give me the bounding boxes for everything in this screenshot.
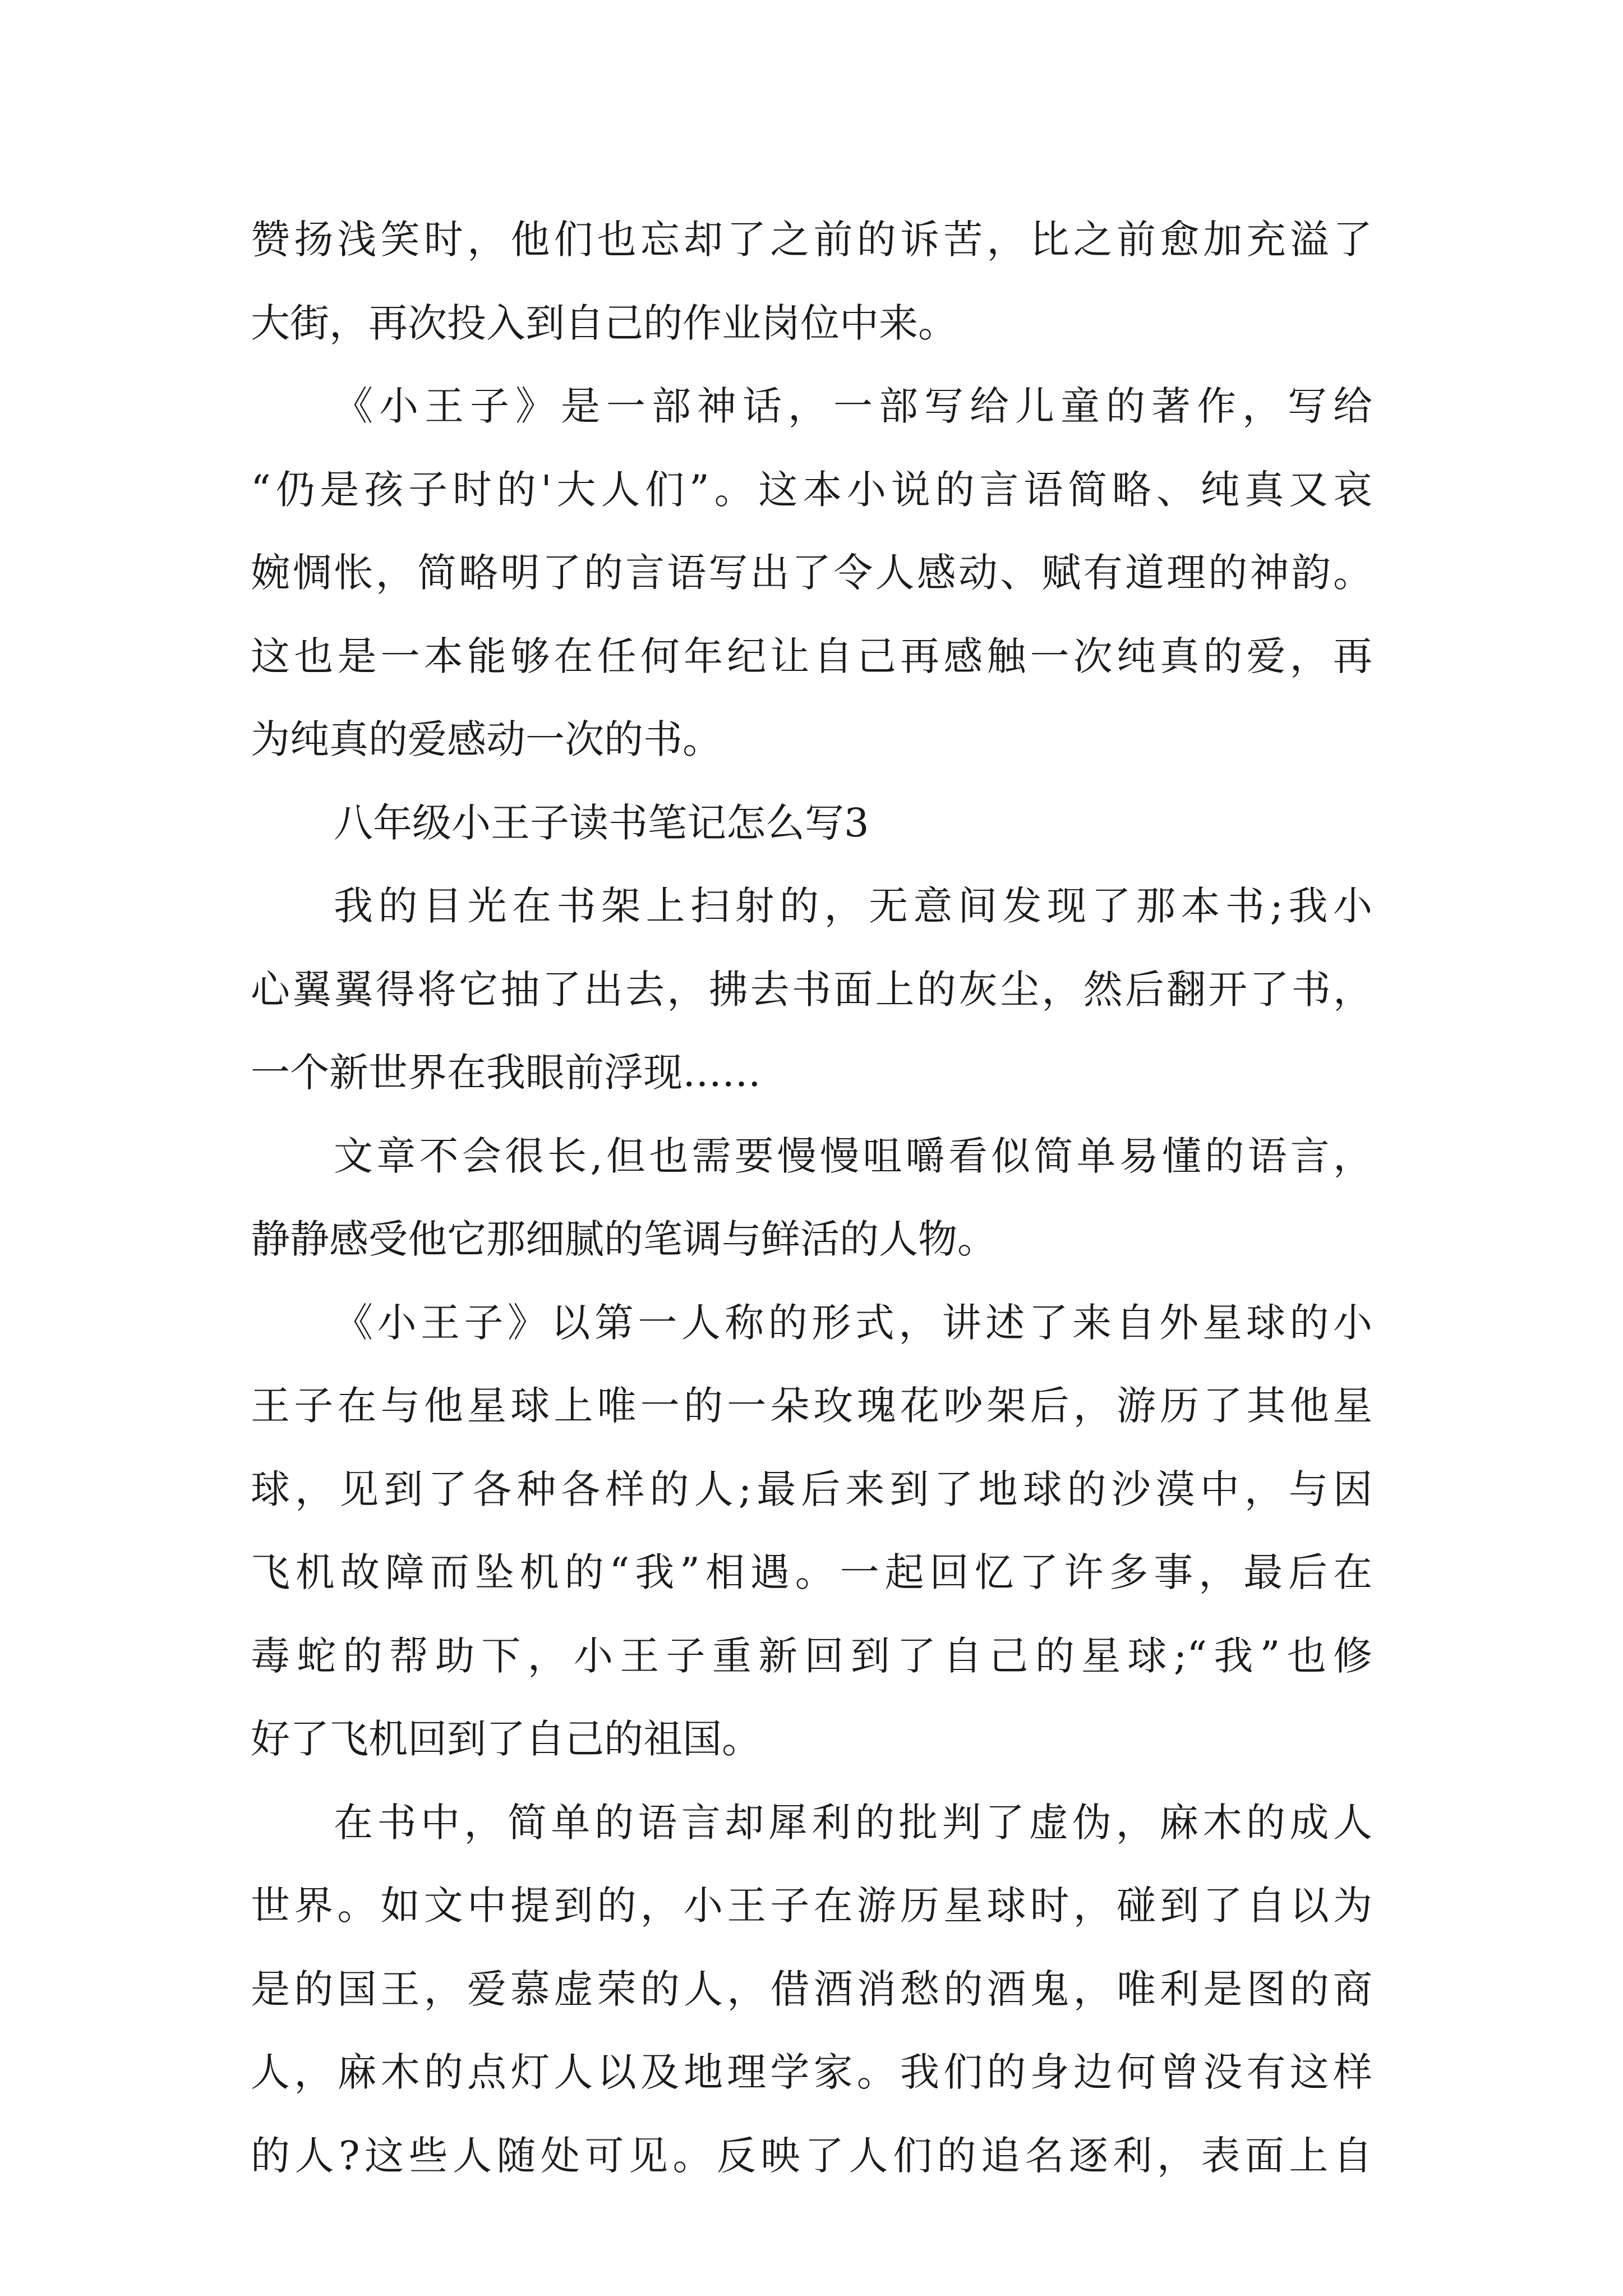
- paragraph-first-line: 《小王子》是一部神话，一部写给儿童的著作，写给: [334, 383, 1372, 429]
- section-heading: 八年级小王子读书笔记怎么写3: [334, 799, 869, 846]
- text-line: 静静感受他它那细腻的笔调与鲜活的人物。: [251, 1216, 997, 1262]
- text-line: 球，见到了各种各样的人;最后来到了地球的沙漠中，与因: [251, 1466, 1372, 1512]
- text-line: 这也是一本能够在任何年纪让自己再感触一次纯真的爱，再: [251, 633, 1372, 679]
- document-body: [251, 198, 1372, 2197]
- text-line: 人，麻木的点灯人以及地理学家。我们的身边何曾没有这样: [251, 2049, 1372, 2095]
- text-line: 毒蛇的帮助下，小王子重新回到了自己的星球;“我”也修: [251, 1632, 1372, 1679]
- text-line: 赞扬浅笑时，他们也忘却了之前的诉苦，比之前愈加充溢了: [251, 217, 1372, 263]
- text-line: “仍是孩子时的'大人们”。这本小说的言语简略、纯真又哀: [251, 466, 1372, 513]
- text-line: 婉惆怅，简略明了的言语写出了令人感动、赋有道理的神韵。: [251, 550, 1372, 596]
- text-line: 飞机故障而坠机的“我”相遇。一起回忆了许多事，最后在: [251, 1549, 1372, 1595]
- paragraph-first-line: 我的目光在书架上扫射的，无意间发现了那本书;我小: [334, 883, 1372, 929]
- text-line: 王子在与他星球上唯一的一朵玫瑰花吵架后，游历了其他星: [251, 1383, 1372, 1429]
- text-line: 的人?这些人随处可见。反映了人们的追名逐利，表面上自: [251, 2132, 1372, 2179]
- text-line: 为纯真的爱感动一次的书。: [251, 716, 722, 762]
- text-line: 好了飞机回到了自己的祖国。: [251, 1716, 761, 1762]
- text-line: 心翼翼得将它抽了出去，拂去书面上的灰尘，然后翻开了书，: [251, 966, 1372, 1013]
- text-line: 大街，再次投入到自己的作业岗位中来。: [251, 300, 957, 346]
- paragraph-first-line: 在书中，简单的语言却犀利的批判了虚伪，麻木的成人: [334, 1799, 1372, 1846]
- paragraph-first-line: 文章不会很长,但也需要慢慢咀嚼看似简单易懂的语言，: [334, 1133, 1372, 1179]
- text-line: 一个新世界在我眼前浮现……: [251, 1050, 761, 1096]
- paragraph-first-line: 《小王子》以第一人称的形式，讲述了来自外星球的小: [334, 1299, 1372, 1346]
- text-line: 是的国王，爱慕虚荣的人，借酒消愁的酒鬼，唯利是图的商: [251, 1966, 1372, 2012]
- text-line: 世界。如文中提到的，小王子在游历星球时，碰到了自以为: [251, 1883, 1372, 1929]
